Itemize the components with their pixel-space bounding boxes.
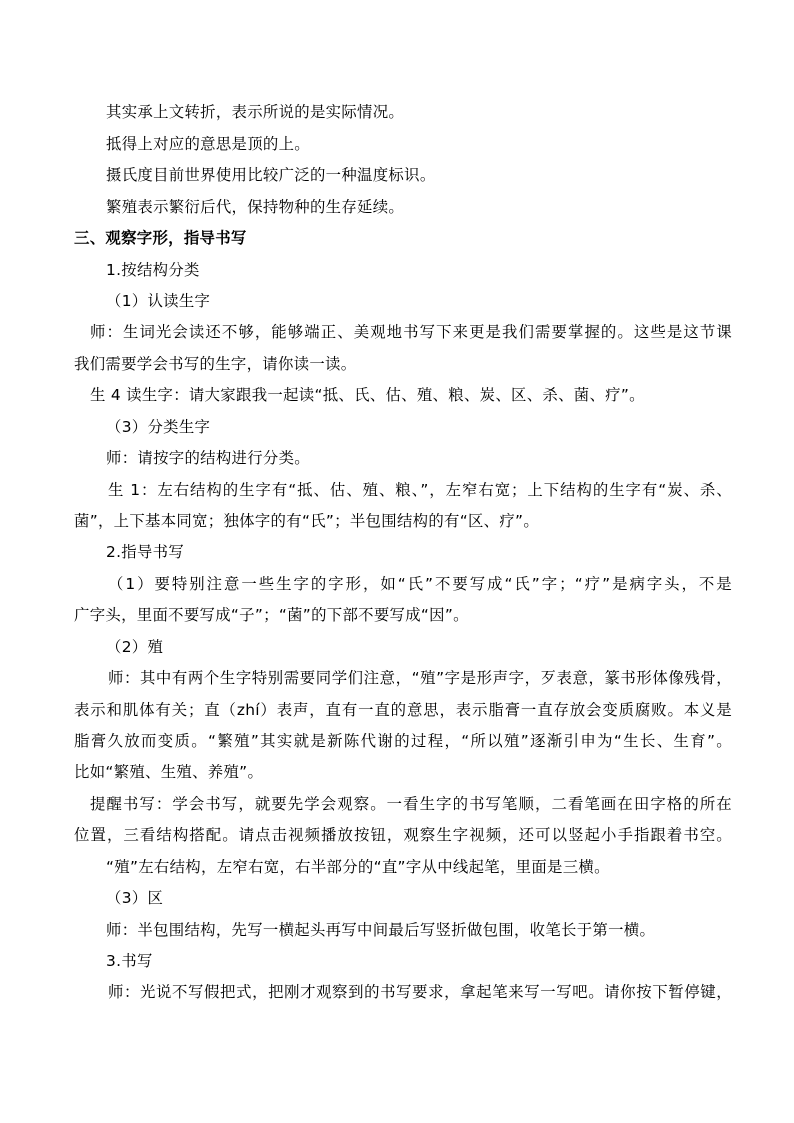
subsection-heading: （1）认读生字 (106, 292, 211, 310)
paragraph-line: 比如“繁殖、生殖、养殖”。 (74, 763, 264, 781)
subsection-heading: 2.指导书写 (106, 543, 185, 561)
paragraph-line: 师：请按字的结构进行分类。 (106, 449, 310, 467)
paragraph-line: 表示和肌体有关；直（zhí）表声，直有一直的意思，表示脂膏一直存放会变质腐败。本义是 (74, 701, 732, 719)
section-heading: 三、观察字形，指导书写 (74, 229, 247, 247)
subsection-heading: （3）分类生字 (106, 418, 211, 436)
paragraph-line: 师：光说不写假把式，把刚才观察到的书写要求，拿起笔来写一写吧。请你按下暂停键， (108, 983, 732, 1001)
paragraph-line: 广字头，里面不要写成“子”；“菌”的下部不要写成“因”。 (74, 606, 469, 624)
paragraph-line: 菌”，上下基本同宽；独体字的有“氏”；半包围结构的有“区、疗”。 (74, 512, 540, 530)
subsection-heading: 1.按结构分类 (106, 261, 200, 279)
paragraph-line: 生 4 读生字：请大家跟我一起读“抵、氏、估、殖、粮、炭、区、杀、菌、疗”。 (90, 386, 645, 404)
paragraph-line: “殖”左右结构，左窄右宽，右半部分的“直”字从中线起笔，里面是三横。 (106, 858, 610, 876)
paragraph-line: 师：生词光会读还不够，能够端正、美观地书写下来更是我们需要掌握的。这些是这节课 (90, 323, 732, 341)
paragraph-line: 我们需要学会书写的生字，请你读一读。 (74, 355, 357, 373)
paragraph-line: 抵得上对应的意思是顶的上。 (106, 135, 310, 153)
paragraph-line: 师：其中有两个生字特别需要同学们注意，“殖”字是形声字，歹表意，篆书形体像残骨， (108, 669, 732, 687)
paragraph-line: 繁殖表示繁衍后代，保持物种的生存延续。 (106, 198, 405, 216)
paragraph-line: 提醒书写：学会书写，就要先学会观察。一看生字的书写笔顺，二看笔画在田字格的所在 (90, 795, 732, 813)
subsection-heading: 3.书写 (106, 952, 153, 970)
paragraph-line: 摄氏度目前世界使用比较广泛的一种温度标识。 (106, 166, 436, 184)
subsection-heading: （2）殖 (106, 638, 164, 656)
paragraph-line: 位置，三看结构搭配。请点击视频播放按钮，观察生字视频，还可以竖起小手指跟着书空。 (74, 826, 732, 844)
paragraph-line: 脂膏久放而变质。“繁殖”其实就是新陈代谢的过程，“所以殖”逐渐引申为“生长、生育”。 (74, 732, 732, 750)
paragraph-line: 师：半包围结构，先写一横起头再写中间最后写竖折做包围，收笔长于第一横。 (106, 921, 656, 939)
subsection-heading: （3）区 (106, 889, 164, 907)
paragraph-line: 生 1：左右结构的生字有“抵、估、殖、粮、”，左窄右宽；上下结构的生字有“炭、杀、 (108, 481, 732, 499)
paragraph-line: 其实承上文转折，表示所说的是实际情况。 (106, 103, 405, 121)
paragraph-line: （1）要特别注意一些生字的字形，如“氏”不要写成“氏”字；“疗”是病字头，不是 (108, 575, 732, 593)
